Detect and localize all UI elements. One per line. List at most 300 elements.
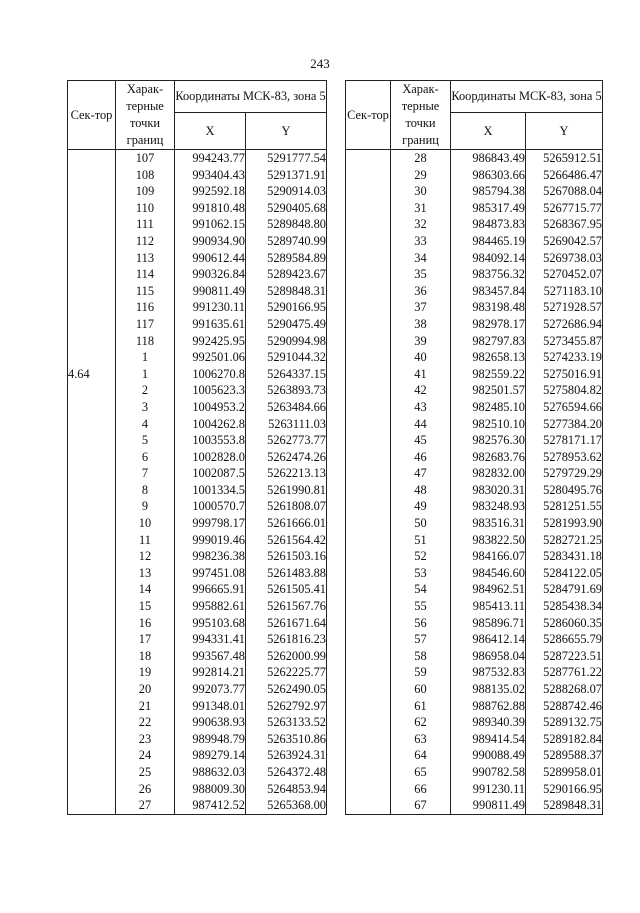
sector-cell	[346, 382, 391, 399]
sector-cell	[346, 532, 391, 549]
table-row	[68, 631, 327, 648]
x-coordinate-cell: 992073.77	[175, 681, 246, 698]
point-number-cell: 111	[116, 216, 175, 233]
header-boundary-points: Харак-терные точки границ	[391, 81, 451, 150]
point-number-cell: 4	[116, 416, 175, 433]
table-row	[346, 432, 603, 449]
table-row	[68, 714, 327, 731]
x-coordinate-cell: 983516.31	[451, 515, 526, 532]
x-coordinate-cell: 982576.30	[451, 432, 526, 449]
y-coordinate-cell: 5289848.80	[246, 216, 327, 233]
point-number-cell: 3	[116, 399, 175, 416]
table-row	[346, 581, 603, 598]
table-row	[68, 747, 327, 764]
sector-cell	[68, 731, 116, 748]
point-number-cell: 18	[116, 648, 175, 665]
y-coordinate-cell: 5261990.81	[246, 482, 327, 499]
y-coordinate-cell: 5276594.66	[526, 399, 603, 416]
sector-cell	[68, 532, 116, 549]
y-coordinate-cell: 5289848.31	[246, 283, 327, 300]
y-coordinate-cell: 5286655.79	[526, 631, 603, 648]
sector-cell	[68, 283, 116, 300]
table-row	[68, 797, 327, 814]
x-coordinate-cell: 1006270.8	[175, 366, 246, 383]
x-coordinate-cell: 1002828.0	[175, 449, 246, 466]
x-coordinate-cell: 991230.11	[451, 781, 526, 798]
x-coordinate-cell: 991635.61	[175, 316, 246, 333]
sector-cell	[346, 615, 391, 632]
x-coordinate-cell: 982978.17	[451, 316, 526, 333]
point-number-cell: 17	[116, 631, 175, 648]
y-coordinate-cell: 5286060.35	[526, 615, 603, 632]
y-coordinate-cell: 5261505.41	[246, 581, 327, 598]
x-coordinate-cell: 995103.68	[175, 615, 246, 632]
x-coordinate-cell: 1004262.8	[175, 416, 246, 433]
sector-cell	[346, 316, 391, 333]
sector-cell	[68, 216, 116, 233]
table-row	[346, 797, 603, 814]
sector-cell	[68, 266, 116, 283]
y-coordinate-cell: 5287223.51	[526, 648, 603, 665]
x-coordinate-cell: 990782.58	[451, 764, 526, 781]
y-coordinate-cell: 5261483.88	[246, 565, 327, 582]
table-row	[346, 681, 603, 698]
sector-cell	[68, 548, 116, 565]
table-row	[346, 150, 603, 167]
x-coordinate-cell: 992425.95	[175, 333, 246, 350]
y-coordinate-cell: 5289588.37	[526, 747, 603, 764]
point-number-cell: 33	[391, 233, 451, 250]
point-number-cell: 11	[116, 532, 175, 549]
y-coordinate-cell: 5261567.76	[246, 598, 327, 615]
table-row	[68, 498, 327, 515]
sector-cell	[68, 299, 116, 316]
x-coordinate-cell: 991348.01	[175, 698, 246, 715]
coordinates-table-left	[67, 80, 327, 815]
left-table-body	[68, 150, 327, 815]
y-coordinate-cell: 5290405.68	[246, 200, 327, 217]
table-row	[68, 731, 327, 748]
point-number-cell: 7	[116, 465, 175, 482]
point-number-cell: 64	[391, 747, 451, 764]
sector-cell	[346, 565, 391, 582]
sector-cell	[346, 581, 391, 598]
y-coordinate-cell: 5264337.15	[246, 366, 327, 383]
x-coordinate-cell: 988009.30	[175, 781, 246, 798]
point-number-cell: 38	[391, 316, 451, 333]
table-row	[346, 333, 603, 350]
x-coordinate-cell: 988762.88	[451, 698, 526, 715]
point-number-cell: 25	[116, 764, 175, 781]
header-coordinates: Координаты МСК-83, зона 5	[175, 81, 327, 113]
table-row	[68, 183, 327, 200]
y-coordinate-cell: 5289182.84	[526, 731, 603, 748]
point-number-cell: 9	[116, 498, 175, 515]
sector-cell	[346, 349, 391, 366]
table-row	[68, 216, 327, 233]
table-row	[68, 781, 327, 798]
table-row	[346, 167, 603, 184]
x-coordinate-cell: 984962.51	[451, 581, 526, 598]
sector-cell	[68, 714, 116, 731]
table-row	[68, 283, 327, 300]
x-coordinate-cell: 983198.48	[451, 299, 526, 316]
point-number-cell: 52	[391, 548, 451, 565]
point-number-cell: 50	[391, 515, 451, 532]
sector-cell	[68, 416, 116, 433]
y-coordinate-cell: 5262225.77	[246, 664, 327, 681]
y-coordinate-cell: 5284791.69	[526, 581, 603, 598]
y-coordinate-cell: 5267715.77	[526, 200, 603, 217]
y-coordinate-cell: 5262213.13	[246, 465, 327, 482]
point-number-cell: 13	[116, 565, 175, 582]
point-number-cell: 51	[391, 532, 451, 549]
table-row	[346, 316, 603, 333]
y-coordinate-cell: 5266486.47	[526, 167, 603, 184]
x-coordinate-cell: 990088.49	[451, 747, 526, 764]
point-number-cell: 26	[116, 781, 175, 798]
sector-cell	[346, 366, 391, 383]
y-coordinate-cell: 5279729.29	[526, 465, 603, 482]
header-y: Y	[526, 113, 603, 150]
x-coordinate-cell: 983756.32	[451, 266, 526, 283]
y-coordinate-cell: 5263133.52	[246, 714, 327, 731]
sector-cell	[68, 515, 116, 532]
point-number-cell: 118	[116, 333, 175, 350]
x-coordinate-cell: 986958.04	[451, 648, 526, 665]
point-number-cell: 2	[116, 382, 175, 399]
point-number-cell: 57	[391, 631, 451, 648]
y-coordinate-cell: 5271183.10	[526, 283, 603, 300]
header-sector: Сек-тор	[346, 81, 391, 150]
x-coordinate-cell: 994243.77	[175, 150, 246, 167]
table-row	[346, 283, 603, 300]
point-number-cell: 19	[116, 664, 175, 681]
x-coordinate-cell: 989340.39	[451, 714, 526, 731]
table-row	[68, 150, 327, 167]
x-coordinate-cell: 982510.10	[451, 416, 526, 433]
header-coordinates: Координаты МСК-83, зона 5	[451, 81, 603, 113]
table-row	[346, 366, 603, 383]
point-number-cell: 45	[391, 432, 451, 449]
table-row	[68, 167, 327, 184]
point-number-cell: 37	[391, 299, 451, 316]
point-number-cell: 10	[116, 515, 175, 532]
sector-cell	[346, 781, 391, 798]
y-coordinate-cell: 5280495.76	[526, 482, 603, 499]
point-number-cell: 61	[391, 698, 451, 715]
sector-cell	[68, 382, 116, 399]
table-row	[68, 598, 327, 615]
x-coordinate-cell: 989948.79	[175, 731, 246, 748]
point-number-cell: 47	[391, 465, 451, 482]
x-coordinate-cell: 987412.52	[175, 797, 246, 814]
point-number-cell: 42	[391, 382, 451, 399]
sector-cell	[346, 664, 391, 681]
point-number-cell: 63	[391, 731, 451, 748]
x-coordinate-cell: 992814.21	[175, 664, 246, 681]
sector-cell	[68, 615, 116, 632]
x-coordinate-cell: 985317.49	[451, 200, 526, 217]
table-row	[68, 366, 327, 383]
x-coordinate-cell: 985794.38	[451, 183, 526, 200]
x-coordinate-cell: 990638.93	[175, 714, 246, 731]
sector-cell	[346, 399, 391, 416]
x-coordinate-cell: 987532.83	[451, 664, 526, 681]
table-row	[68, 200, 327, 217]
y-coordinate-cell: 5271928.57	[526, 299, 603, 316]
x-coordinate-cell: 983020.31	[451, 482, 526, 499]
point-number-cell: 39	[391, 333, 451, 350]
table-row	[68, 482, 327, 499]
x-coordinate-cell: 985413.11	[451, 598, 526, 615]
point-number-cell: 12	[116, 548, 175, 565]
table-row	[346, 648, 603, 665]
sector-cell	[68, 764, 116, 781]
y-coordinate-cell: 5273455.87	[526, 333, 603, 350]
x-coordinate-cell: 992592.18	[175, 183, 246, 200]
x-coordinate-cell: 1004953.2	[175, 399, 246, 416]
y-coordinate-cell: 5261808.07	[246, 498, 327, 515]
sector-cell	[68, 781, 116, 798]
y-coordinate-cell: 5289584.89	[246, 250, 327, 267]
y-coordinate-cell: 5291371.91	[246, 167, 327, 184]
sector-cell	[346, 432, 391, 449]
point-number-cell: 16	[116, 615, 175, 632]
y-coordinate-cell: 5274233.19	[526, 349, 603, 366]
x-coordinate-cell: 982485.10	[451, 399, 526, 416]
y-coordinate-cell: 5262000.99	[246, 648, 327, 665]
y-coordinate-cell: 5284122.05	[526, 565, 603, 582]
header-x: X	[175, 113, 246, 150]
table-row	[346, 698, 603, 715]
y-coordinate-cell: 5261671.64	[246, 615, 327, 632]
point-number-cell: 49	[391, 498, 451, 515]
table-row	[346, 598, 603, 615]
sector-cell	[346, 482, 391, 499]
x-coordinate-cell: 1003553.8	[175, 432, 246, 449]
point-number-cell: 1	[116, 366, 175, 383]
sector-cell	[68, 698, 116, 715]
table-row	[346, 764, 603, 781]
point-number-cell: 20	[116, 681, 175, 698]
y-coordinate-cell: 5263893.73	[246, 382, 327, 399]
table-row	[68, 250, 327, 267]
point-number-cell: 28	[391, 150, 451, 167]
point-number-cell: 1	[116, 349, 175, 366]
y-coordinate-cell: 5278171.17	[526, 432, 603, 449]
sector-cell	[68, 581, 116, 598]
x-coordinate-cell: 986303.66	[451, 167, 526, 184]
x-coordinate-cell: 995882.61	[175, 598, 246, 615]
table-row	[346, 731, 603, 748]
y-coordinate-cell: 5269042.57	[526, 233, 603, 250]
y-coordinate-cell: 5268367.95	[526, 216, 603, 233]
y-coordinate-cell: 5290166.95	[246, 299, 327, 316]
y-coordinate-cell: 5288742.46	[526, 698, 603, 715]
y-coordinate-cell: 5264853.94	[246, 781, 327, 798]
x-coordinate-cell: 992501.06	[175, 349, 246, 366]
y-coordinate-cell: 5261564.42	[246, 532, 327, 549]
sector-cell	[68, 565, 116, 582]
x-coordinate-cell: 1002087.5	[175, 465, 246, 482]
y-coordinate-cell: 5288268.07	[526, 681, 603, 698]
x-coordinate-cell: 984546.60	[451, 565, 526, 582]
y-coordinate-cell: 5285438.34	[526, 598, 603, 615]
x-coordinate-cell: 983457.84	[451, 283, 526, 300]
x-coordinate-cell: 986412.14	[451, 631, 526, 648]
y-coordinate-cell: 5265368.00	[246, 797, 327, 814]
y-coordinate-cell: 5289132.75	[526, 714, 603, 731]
sector-cell	[346, 698, 391, 715]
x-coordinate-cell: 982832.00	[451, 465, 526, 482]
table-row	[346, 250, 603, 267]
point-number-cell: 22	[116, 714, 175, 731]
point-number-cell: 67	[391, 797, 451, 814]
sector-cell	[68, 664, 116, 681]
point-number-cell: 110	[116, 200, 175, 217]
y-coordinate-cell: 5290994.98	[246, 333, 327, 350]
x-coordinate-cell: 989279.14	[175, 747, 246, 764]
point-number-cell: 55	[391, 598, 451, 615]
sector-cell	[68, 482, 116, 499]
x-coordinate-cell: 993567.48	[175, 648, 246, 665]
table-row	[346, 498, 603, 515]
x-coordinate-cell: 990811.49	[451, 797, 526, 814]
x-coordinate-cell: 986843.49	[451, 150, 526, 167]
x-coordinate-cell: 982797.83	[451, 333, 526, 350]
sector-cell	[346, 598, 391, 615]
x-coordinate-cell: 1000570.7	[175, 498, 246, 515]
sector-cell	[346, 648, 391, 665]
sector-cell	[346, 233, 391, 250]
y-coordinate-cell: 5261503.16	[246, 548, 327, 565]
y-coordinate-cell: 5272686.94	[526, 316, 603, 333]
sector-cell	[346, 631, 391, 648]
y-coordinate-cell: 5263510.86	[246, 731, 327, 748]
point-number-cell: 41	[391, 366, 451, 383]
point-number-cell: 66	[391, 781, 451, 798]
y-coordinate-cell: 5291777.54	[246, 150, 327, 167]
table-row	[346, 183, 603, 200]
table-row	[346, 266, 603, 283]
y-coordinate-cell: 5281993.90	[526, 515, 603, 532]
y-coordinate-cell: 5290166.95	[526, 781, 603, 798]
sector-cell	[346, 167, 391, 184]
table-row	[346, 233, 603, 250]
y-coordinate-cell: 5275804.82	[526, 382, 603, 399]
point-number-cell: 53	[391, 565, 451, 582]
sector-cell	[346, 515, 391, 532]
x-coordinate-cell: 984873.83	[451, 216, 526, 233]
y-coordinate-cell: 5275016.91	[526, 366, 603, 383]
point-number-cell: 114	[116, 266, 175, 283]
table-row	[68, 416, 327, 433]
y-coordinate-cell: 5289423.67	[246, 266, 327, 283]
table-row	[346, 615, 603, 632]
sector-cell	[346, 183, 391, 200]
sector-cell	[346, 797, 391, 814]
sector-cell	[346, 333, 391, 350]
sector-cell	[346, 216, 391, 233]
point-number-cell: 8	[116, 482, 175, 499]
point-number-cell: 32	[391, 216, 451, 233]
sector-cell	[346, 266, 391, 283]
point-number-cell: 14	[116, 581, 175, 598]
table-row	[68, 565, 327, 582]
table-row	[68, 515, 327, 532]
sector-cell	[346, 416, 391, 433]
sector-cell	[68, 465, 116, 482]
table-row	[68, 316, 327, 333]
right-table-body	[346, 150, 603, 815]
sector-cell	[68, 498, 116, 515]
sector-cell	[68, 449, 116, 466]
y-coordinate-cell: 5289848.31	[526, 797, 603, 814]
point-number-cell: 27	[116, 797, 175, 814]
y-coordinate-cell: 5291044.32	[246, 349, 327, 366]
x-coordinate-cell: 984465.19	[451, 233, 526, 250]
x-coordinate-cell: 993404.43	[175, 167, 246, 184]
table-row	[346, 548, 603, 565]
sector-cell	[346, 681, 391, 698]
point-number-cell: 29	[391, 167, 451, 184]
y-coordinate-cell: 5269738.03	[526, 250, 603, 267]
point-number-cell: 113	[116, 250, 175, 267]
x-coordinate-cell: 983248.93	[451, 498, 526, 515]
header-x: X	[451, 113, 526, 150]
table-row	[68, 233, 327, 250]
table-row	[346, 664, 603, 681]
table-row	[68, 432, 327, 449]
sector-cell	[68, 797, 116, 814]
sector-cell	[346, 200, 391, 217]
y-coordinate-cell: 5277384.20	[526, 416, 603, 433]
y-coordinate-cell: 5289958.01	[526, 764, 603, 781]
sector-cell	[346, 299, 391, 316]
x-coordinate-cell: 985896.71	[451, 615, 526, 632]
x-coordinate-cell: 990612.44	[175, 250, 246, 267]
x-coordinate-cell: 1001334.5	[175, 482, 246, 499]
y-coordinate-cell: 5265912.51	[526, 150, 603, 167]
x-coordinate-cell: 982683.76	[451, 449, 526, 466]
point-number-cell: 24	[116, 747, 175, 764]
table-row	[346, 515, 603, 532]
y-coordinate-cell: 5261816.23	[246, 631, 327, 648]
table-row	[346, 781, 603, 798]
sector-cell	[68, 150, 116, 167]
sector-cell	[68, 167, 116, 184]
table-row	[68, 382, 327, 399]
sector-cell	[68, 432, 116, 449]
sector-cell	[68, 681, 116, 698]
sector-cell	[68, 316, 116, 333]
sector-cell	[346, 283, 391, 300]
x-coordinate-cell: 983822.50	[451, 532, 526, 549]
point-number-cell: 43	[391, 399, 451, 416]
table-row	[68, 266, 327, 283]
y-coordinate-cell: 5262792.97	[246, 698, 327, 715]
point-number-cell: 56	[391, 615, 451, 632]
point-number-cell: 58	[391, 648, 451, 665]
y-coordinate-cell: 5261666.01	[246, 515, 327, 532]
sector-cell	[346, 498, 391, 515]
table-row	[68, 764, 327, 781]
header-sector: Сек-тор	[68, 81, 116, 150]
x-coordinate-cell: 982658.13	[451, 349, 526, 366]
point-number-cell: 21	[116, 698, 175, 715]
table-row	[68, 581, 327, 598]
